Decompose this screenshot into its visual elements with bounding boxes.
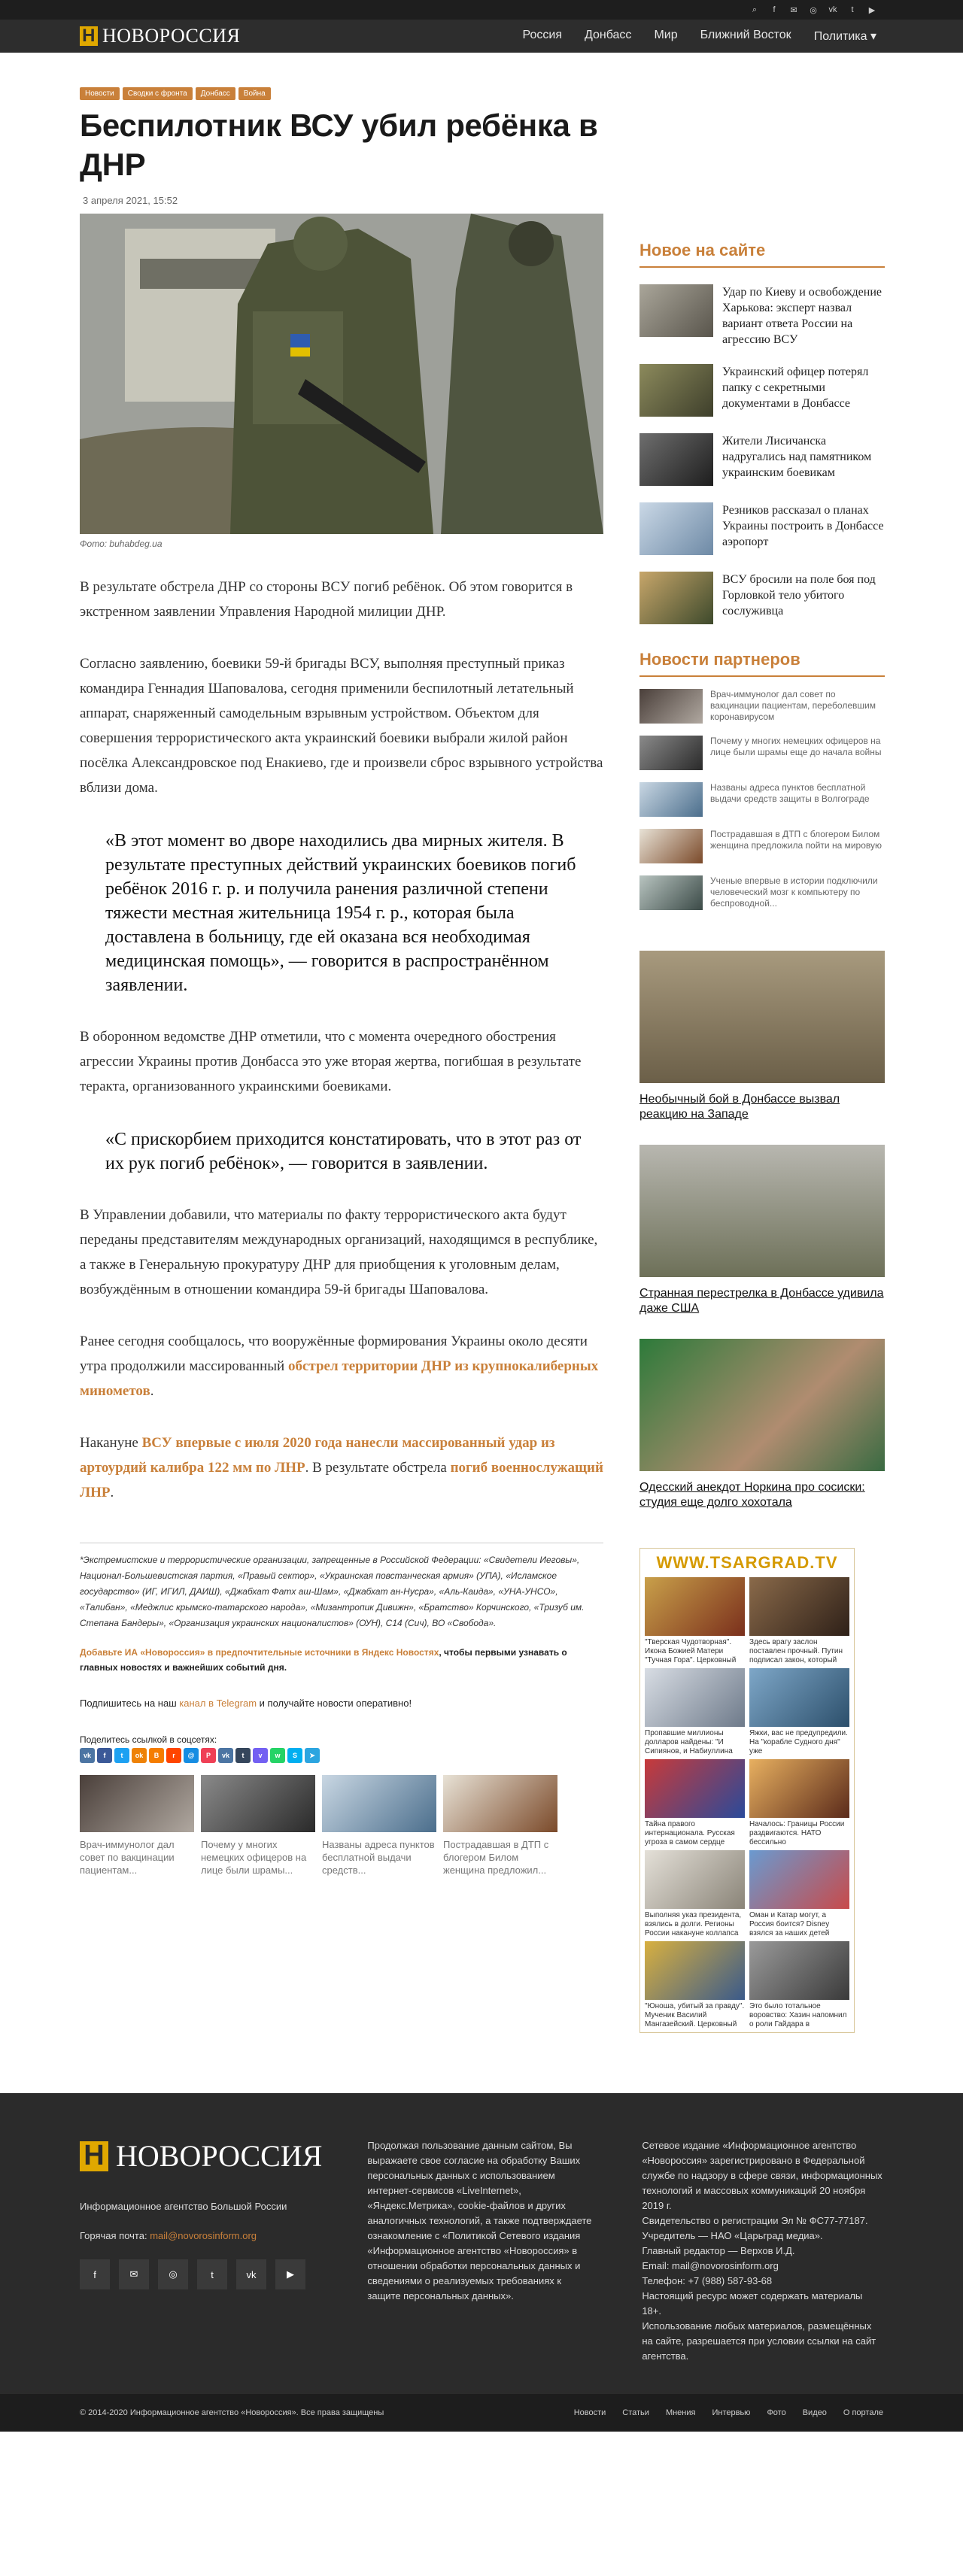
tsargrad-item[interactable] (749, 1759, 849, 1846)
tsargrad-thumb (749, 1668, 849, 1727)
paragraph-6 (80, 1431, 603, 1505)
artillery-link[interactable]: ВСУ впервые с июля 2020 года нанесли массированный удар из артоурдий калибра 122 мм по ЛНР (80, 1435, 555, 1476)
rss-icon[interactable]: ◎ (810, 5, 817, 15)
tsargrad-text: Оман и Катар могут, а Россия боится? Disney взялся за наших детей (749, 1911, 830, 1937)
footer-links (574, 2408, 883, 2417)
partner-title: Почему у многих немецких офицеров на лице были шрамы еще до начала войны (710, 736, 882, 757)
sidebar-news-item[interactable] (639, 284, 885, 347)
related-thumb (201, 1775, 315, 1832)
footer-legal (642, 2138, 883, 2364)
tsargrad-item[interactable] (645, 1941, 745, 2028)
nav-item-donbass[interactable]: Донбасс (584, 29, 632, 41)
featured-image (639, 951, 885, 1083)
paragraph-6-end: . (110, 1485, 114, 1500)
footer-link-news[interactable]: Новости (573, 2408, 606, 2417)
featured-title: Одесский анекдот Норкина про сосиски: студия еще долго хохотала (639, 1481, 865, 1509)
legal-line: Главный редактор — Верхов И.Д. (642, 2245, 795, 2256)
tsargrad-text: Тайна правого интернационала. Русская угроза в самом сердце (645, 1820, 735, 1846)
partner-thumb (639, 689, 703, 724)
facebook-icon[interactable]: f (80, 2259, 110, 2289)
nav-menu (512, 29, 888, 44)
logo-mark: Н (80, 26, 98, 46)
tsargrad-thumb (749, 1850, 849, 1909)
partner-item[interactable] (639, 782, 885, 817)
tsargrad-text: Это было тотальное воровство: Хазин напомнил о роли Гайдара в (749, 2002, 847, 2028)
footer-social (80, 2259, 322, 2289)
topbar (0, 0, 963, 20)
tsargrad-thumb (645, 1668, 745, 1727)
nav-item-politics[interactable]: Политика ▾ (813, 30, 876, 43)
footer-link-video[interactable]: Видео (802, 2408, 827, 2417)
tsargrad-item[interactable] (749, 1850, 849, 1937)
footer-link-about[interactable]: О портале (843, 2408, 883, 2417)
tsargrad-item[interactable] (645, 1759, 745, 1846)
mail-icon[interactable]: ✉ (119, 2259, 149, 2289)
telegram-link[interactable]: канал в Telegram (179, 1698, 257, 1709)
quote-2: «С прискорбием приходится констатировать, что в этот раз от их рук погиб ребёнок», — говорится в заявлении. (105, 1130, 582, 1173)
footer-logo-mark: Н (80, 2141, 108, 2171)
tsargrad-item[interactable] (749, 1941, 849, 2028)
paragraph-3: В оборонном ведомстве ДНР отметили, что с момента очередного обострения агрессии Украины против Донбасса это уже вторая жертва, погибшая в результате теракта, организованного украинскими боевиками. (80, 1029, 582, 1094)
partner-thumb (639, 736, 703, 770)
news-thumb (639, 284, 713, 337)
logo-text: НОВОРОССИЯ (102, 25, 241, 47)
tsargrad-thumb (645, 1577, 745, 1636)
news-title: Жители Лисичанска надругались над памятником украинским боевикам (722, 435, 872, 479)
paragraph-6-mid: . В результате обстрела (305, 1460, 451, 1476)
footer-link-articles[interactable]: Статьи (622, 2408, 649, 2417)
sidebar (639, 53, 885, 2033)
telegram-icon[interactable]: ➤ (305, 1748, 320, 1763)
copyright: © 2014-2020 Информационное агентство «Новороссия». Все права защищены (80, 2408, 384, 2417)
ok-icon[interactable]: ok (132, 1748, 147, 1763)
partner-thumb (639, 782, 703, 817)
youtube-icon[interactable]: ▶ (868, 5, 876, 15)
paragraph-5-end: . (150, 1383, 154, 1399)
tsargrad-item[interactable] (749, 1577, 849, 1664)
legal-line: Свидетельство о регистрации Эл № ФС77-77187. (642, 2215, 868, 2226)
news-title: Резников рассказал о планах Украины построить в Донбассе аэропорт (722, 504, 884, 548)
sidebar-news-item[interactable] (639, 502, 885, 555)
footer-link-opinions[interactable]: Мнения (665, 2408, 696, 2417)
new-on-site-title: Новое на сайте (639, 241, 885, 268)
article-column (80, 53, 603, 2033)
legal-line: Учредитель — НАО «Царьград медиа». (642, 2230, 823, 2241)
extremist-notice: *Экстремистские и террористические организации, запрещенные в Российской Федерации: «Свидетели Иеговы», Национал-Большевистская партия, «Правый сектор», «Украинская повстанческая армия» (УПА), «Исламское государство» (ИГ, ИГИЛ, ДАИШ), «Джабхат Фатх аш-Шам», «Джабхат ан-Нусра», «Аль-Каида», «УНА-УНСО», «Талибан», «Меджлис крымско-татарского народа», «Мизантропик Дивижн», «Братство» Корчинского, «Тризуб им. Степана Бандеры», «Организация украинских националистов» (ОУН), С14 (Сич), ВО «Свобода». (80, 1543, 603, 1631)
tsargrad-item[interactable] (645, 1850, 745, 1937)
pocket-icon[interactable]: P (201, 1748, 216, 1763)
yandex-text: , чтобы первыми узнавать о главных новостях и важнейших событий дня. (80, 1647, 567, 1673)
article-tags (80, 87, 603, 100)
shelling-link[interactable]: обстрел территории ДНР из крупнокалиберных минометов (80, 1358, 599, 1399)
partner-item[interactable] (639, 875, 885, 910)
footer-mail-label: Горячая почта: (80, 2230, 150, 2241)
telegram-text-b: и получайте новости оперативно! (257, 1698, 412, 1709)
tsargrad-item[interactable] (749, 1668, 849, 1755)
tsargrad-text: "Юноша, убитый за правду". Мученик Василий Мангазейский. Церковный (645, 2002, 745, 2028)
tag-front[interactable]: Сводки с фронта (123, 87, 193, 100)
footer-subtitle: Информационное агентство Большой России (80, 2201, 287, 2212)
viber-icon[interactable]: v (253, 1748, 268, 1763)
footer-link-interviews[interactable]: Интервью (712, 2408, 751, 2417)
tag-news[interactable]: Новости (80, 87, 120, 100)
yandex-promo (80, 1645, 603, 1675)
article-title: Беспилотник ВСУ убил ребёнка в ДНР (80, 108, 598, 182)
news-thumb (639, 502, 713, 555)
tsargrad-item[interactable] (645, 1668, 745, 1755)
news-thumb (639, 433, 713, 486)
share-title: Поделитесь ссылкой в соцсетях: (80, 1734, 217, 1745)
tsargrad-thumb (749, 1941, 849, 2000)
quote-1: «В этот момент во дворе находились два мирных жителя. В результате преступных действий украинских боевиков погиб ребёнок 2016 г. р. и получила ранения различной степени тяжести местная жительница 1954 г. р., которая была доставлена в больницу, где ей оказана вся необходимая медицинская помощь», — говорится в распространённом заявлении. (105, 831, 576, 995)
sidebar-news-item[interactable] (639, 433, 885, 486)
footer-link-photo[interactable]: Фото (767, 2408, 786, 2417)
photo-caption: Фото: buhabdeg.ua (80, 539, 163, 549)
twitter-icon[interactable]: t (114, 1748, 129, 1763)
nav-item-world[interactable]: Мир (654, 29, 678, 41)
mail-icon[interactable]: @ (184, 1748, 199, 1763)
search-icon[interactable]: ⌕ (752, 5, 758, 14)
legal-line: Телефон: +7 (988) 587-93-68 (642, 2275, 773, 2286)
nav-item-russia[interactable]: Россия (522, 29, 562, 41)
partner-item[interactable] (639, 689, 885, 724)
sidebar-news-item[interactable] (639, 364, 885, 417)
vk-icon[interactable]: vk (80, 1748, 95, 1763)
soldier-death-link[interactable]: погиб военнослужащий ЛНР (80, 1460, 603, 1500)
related-title: Пострадавшая в ДТП с блогером Билом женщина предложил... (443, 1839, 549, 1876)
paragraph-5-text: Ранее сегодня сообщалось, что вооружённые формирования Украины около десяти утра продолжили массированный (80, 1334, 588, 1374)
legal-line: Настоящий ресурс может содержать материалы 18+. (642, 2290, 863, 2317)
related-card[interactable] (322, 1775, 436, 1877)
paragraph-2: Согласно заявлению, боевики 59-й бригады ВСУ, выполняя преступный приказ командира Геннадия Шаповалова, сегодня применили беспилотный летательный аппарат, снаряженный самодельным взрывным устройством. Объектом для совершения террористического акта украинский боевики выбрали жилой район посёлка Александровское под Енакиево, где и произвели сброс взрывного устройства вблизи дома. (80, 656, 603, 796)
mail-icon[interactable]: ✉ (790, 5, 797, 15)
related-card[interactable] (80, 1775, 194, 1877)
facebook-icon[interactable]: f (97, 1748, 112, 1763)
paragraph-4: В Управлении добавили, что материалы по факту террористического акта будут переданы представителям международных организаций, находящимся в республике, а также в Генеральную прокуратуру ДНР для приобщения к уголовным делам, возбуждённым в отношении командира 59-й бригады Шаповалова. (80, 1207, 598, 1297)
tsargrad-thumb (645, 1850, 745, 1909)
hero-illustration (80, 214, 603, 534)
main-nav (0, 20, 963, 53)
related-thumb (443, 1775, 557, 1832)
article-date: 3 апреля 2021, 15:52 (83, 195, 178, 206)
tsargrad-thumb (645, 1941, 745, 2000)
paragraph-6-text: Накануне (80, 1435, 142, 1451)
hero-image (80, 214, 603, 534)
news-title: Украинский офицер потерял папку с секретными документами в Донбассе (722, 366, 869, 410)
partners-title: Новости партнеров (639, 650, 885, 677)
footer-logo[interactable] (80, 2138, 322, 2174)
related-thumb (322, 1775, 436, 1832)
news-title: ВСУ бросили на поле боя под Горловкой тело убитого сослуживца (722, 573, 876, 617)
tsargrad-grid (645, 1577, 849, 2028)
featured-title: Необычный бой в Донбассе вызвал реакцию на Западе (639, 1093, 840, 1121)
partner-item[interactable] (639, 736, 885, 770)
legal-line: Использование любых материалов, размещённых на сайте, разрешается при условии ссылки на сайт агентства. (642, 2320, 876, 2362)
related-title: Названы адреса пунктов бесплатной выдачи средств... (322, 1839, 435, 1876)
partner-thumb (639, 875, 703, 910)
tsargrad-widget (639, 1548, 855, 2033)
rss-icon[interactable]: ◎ (158, 2259, 188, 2289)
sidebar-news-item[interactable] (639, 572, 885, 624)
nav-item-middle-east[interactable]: Ближний Восток (700, 29, 791, 41)
related-title: Почему у многих немецких офицеров на лице были шрамы... (201, 1839, 307, 1876)
partner-title: Ученые впервые в истории подключили человеческий мозг к компьютеру по беспроводной... (710, 875, 878, 909)
telegram-promo (80, 1698, 603, 1709)
legal-line: Email: mail@novorosinform.org (642, 2260, 779, 2271)
featured-card[interactable] (639, 951, 885, 1122)
partner-title: Пострадавшая в ДТП с блогером Билом женщина предложила пойти на мировую (710, 829, 882, 851)
site-footer (0, 2093, 963, 2394)
news-title: Удар по Киеву и освобождение Харькова: эксперт назвал вариант ответа России на агрессию ВСУ (722, 286, 882, 346)
whatsapp-icon[interactable]: w (270, 1748, 285, 1763)
vk-icon[interactable]: vk (236, 2259, 266, 2289)
tsargrad-item[interactable] (645, 1577, 745, 1664)
tag-war[interactable]: Война (238, 87, 271, 100)
featured-image (639, 1339, 885, 1471)
related-thumb (80, 1775, 194, 1832)
skype-icon[interactable]: S (287, 1748, 302, 1763)
related-card[interactable] (201, 1775, 315, 1877)
tsargrad-thumb (749, 1577, 849, 1636)
partner-title: Названы адреса пунктов бесплатной выдачи средств защиты в Волгограде (710, 782, 870, 804)
share-buttons (80, 1748, 603, 1763)
site-logo[interactable] (80, 25, 240, 47)
footer-bottom-bar (0, 2394, 963, 2432)
featured-card[interactable] (639, 1145, 885, 1316)
footer-brand (80, 2138, 322, 2364)
twitter-icon[interactable]: t (197, 2259, 227, 2289)
blogger-icon[interactable]: B (149, 1748, 164, 1763)
featured-card[interactable] (639, 1339, 885, 1510)
paragraph-1: В результате обстрела ДНР со стороны ВСУ погиб ребёнок. Об этом говорится в экстренном заявлении Управления Народной милиции ДНР. (80, 579, 573, 620)
tsargrad-text: Пропавшие миллионы долларов найдены: "И Сипиянов, и Набиуллина (645, 1729, 733, 1755)
tumblr-icon[interactable]: t (235, 1748, 251, 1763)
featured-title: Странная перестрелка в Донбассе удивила даже США (639, 1287, 884, 1315)
vk-icon[interactable]: vk (828, 5, 837, 14)
tsargrad-title[interactable]: WWW.TSARGRAD.TV (656, 1553, 838, 1572)
tsargrad-text: Выполняя указ президента, взялись в долги. Регионы России накануне коллапса (645, 1911, 742, 1937)
facebook-icon[interactable]: f (773, 5, 776, 14)
footer-mail-link[interactable]: mail@novorosinform.org (150, 2230, 257, 2241)
tsargrad-text: Началось: Границы России раздвигаются. НАТО бессильно (749, 1820, 845, 1846)
tag-donbass[interactable]: Донбасс (196, 87, 235, 100)
footer-mail (80, 2230, 322, 2241)
related-title: Врач-иммунолог дал совет по вакцинации пациентам... (80, 1839, 175, 1876)
yandex-link[interactable]: Добавьте ИА «Новороссия» в предпочтительные источники в Яндекс Новостях (80, 1647, 439, 1658)
twitter-icon[interactable]: t (851, 5, 854, 14)
footer-cookie-notice: Продолжая пользование данным сайтом, Вы выражаете свое согласие на обработку Ваших персональных данных с использованием интернет-сервисов «LiveInternet», «Яндекс.Метрика», cookie-файлов и других аналогичных технологий, а также подтверждаете ознакомление с «Политикой Сетевого издания «Информационное агентство «Новороссия» в отношении обработки персональных данных и сведениями о реализуемых требованиях к защите персональных данных». (367, 2140, 592, 2301)
news-thumb (639, 572, 713, 624)
partner-item[interactable] (639, 829, 885, 863)
news-thumb (639, 364, 713, 417)
featured-image (639, 1145, 885, 1277)
article-body (80, 575, 603, 1505)
paragraph-5 (80, 1329, 603, 1403)
related-card[interactable] (443, 1775, 557, 1877)
telegram-text-a: Подпишитесь на наш (80, 1698, 180, 1709)
tsargrad-thumb (645, 1759, 745, 1818)
tsargrad-thumb (749, 1759, 849, 1818)
tsargrad-text: Здесь врагу заслон поставлен прочный. Путин подписал закон, который (749, 1638, 843, 1664)
footer-logo-text: НОВОРОССИЯ (116, 2139, 323, 2173)
vk-icon[interactable]: vk (218, 1748, 233, 1763)
related-news (80, 1775, 603, 1877)
youtube-icon[interactable]: ▶ (275, 2259, 305, 2289)
partner-title: Врач-иммунолог дал совет по вакцинации пациентам, переболевшим коронавирусом (710, 689, 876, 722)
legal-line: Сетевое издание «Информационное агентство «Новороссия» зарегистрировано в Федеральной службе по надзору в сфере связи, информационных технологий и массовых коммуникаций 20 ноября 2019 г. (642, 2140, 882, 2211)
reddit-icon[interactable]: r (166, 1748, 181, 1763)
tsargrad-text: "Тверская Чудотворная". Икона Божией Матери "Тучная Гора". Церковный (645, 1638, 737, 1664)
partner-thumb (639, 829, 703, 863)
tsargrad-text: Яжки, вас не предупредили. На "корабле Судного дня" уже (749, 1729, 848, 1755)
